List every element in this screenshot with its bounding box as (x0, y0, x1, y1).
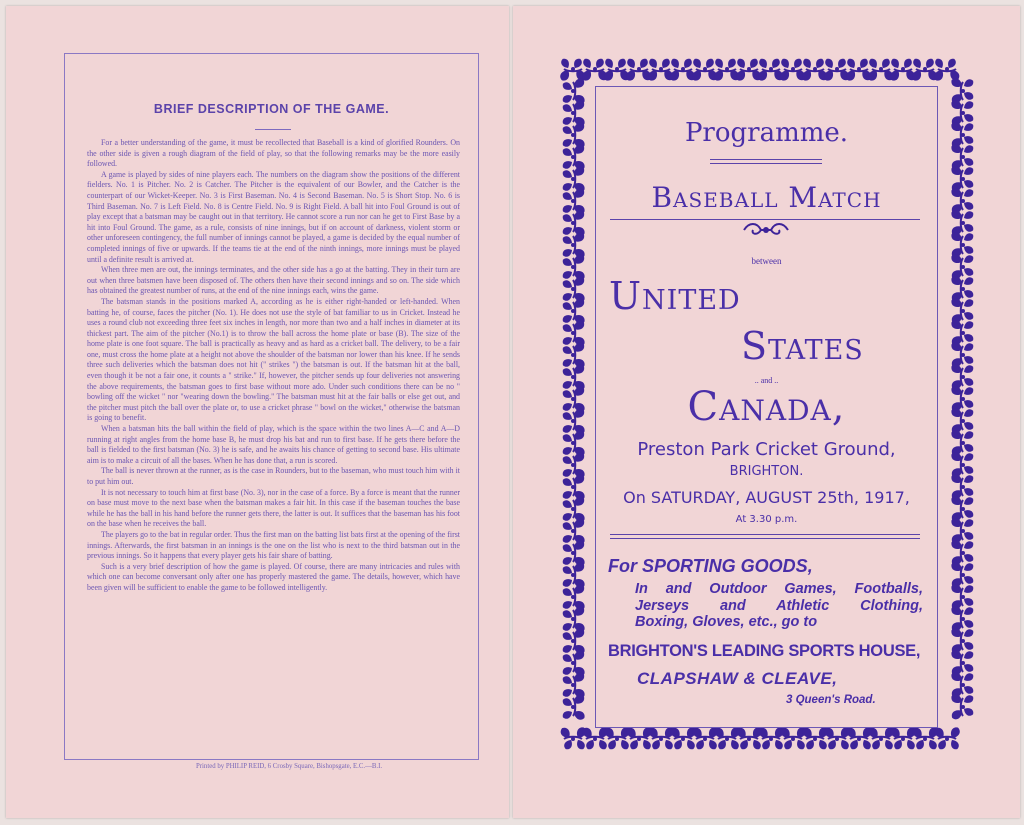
floral-sprig (561, 649, 586, 678)
floral-sprig (823, 726, 852, 751)
paragraph: When three men are out, the innings terminates, and the other side has a go at the batting. They in their turn are out when three batsmen have been disposed of. The others then have their second innings and so on. The side which has obtained the greatest number of runs, at the end of the nine innings each, wins the game. (87, 265, 460, 296)
floral-sprig (691, 726, 720, 751)
ad-body (635, 581, 923, 631)
floral-sprig (845, 726, 874, 751)
floral-sprig (561, 627, 586, 656)
floral-sprig (561, 693, 586, 722)
paragraph: The ball is never thrown at the runner, as is the case in Rounders, but to the baseman, who must touch him with it to put him out. (87, 466, 460, 486)
floral-sprig (561, 605, 586, 634)
team-united: United (609, 274, 741, 318)
ad-line: In and Outdoor Games, Footballs, (635, 581, 923, 597)
programme-heading: Programme. (684, 118, 849, 148)
floral-sprig (647, 726, 676, 751)
ad-line: Boxing, Gloves, etc., go to (635, 614, 818, 630)
rule (710, 163, 822, 164)
ad-address: 3 Queen's Road. (786, 694, 876, 706)
ad-shop-name: CLAPSHAW & CLEAVE, (637, 669, 838, 688)
description-title: BRIEF DESCRIPTION OF THE GAME. (153, 102, 390, 116)
floral-sprig (779, 726, 808, 751)
floral-sprig (867, 726, 896, 751)
floral-sprig (603, 726, 632, 751)
rule (610, 538, 920, 539)
floral-sprig (735, 726, 764, 751)
description-frame (64, 53, 479, 760)
floral-sprig (561, 539, 586, 568)
flourish-ornament (741, 222, 791, 238)
paragraph: When a batsman hits the ball within the field of play, which is the space within the two lines A—C and A—D running at right angles from the home base B, he must drop his bat and run to first base. If he gets there before the ball is fielded to the first batsman (No. 3) he is safe, and he awaits his chance of getting to second base. His ultimate aim is to make a circuit of all the bases. When he has done that, a run is scored. (87, 424, 460, 465)
printer-imprint: Printed by PHILIP REID, 6 Crosby Square, Bishopsgate, E.C.—B.I. (196, 763, 383, 770)
team-states: States (741, 324, 864, 368)
floral-sprig (625, 726, 654, 751)
floral-sprig (581, 726, 610, 751)
floral-sprig (933, 726, 962, 751)
floral-sprig (950, 692, 975, 721)
floral-sprig (889, 726, 918, 751)
ad-headline: For SPORTING GOODS, (608, 556, 813, 576)
venue: Preston Park Cricket Ground, (637, 439, 896, 460)
ad-sports-house: BRIGHTON'S LEADING SPORTS HOUSE, (608, 642, 921, 660)
floral-sprig (561, 77, 586, 106)
paragraph: Such is a very brief description of how the game is played. Of course, there are many intricacies and rules with which one can become conversant only after one has properly mastered the game. The details, however, which have been given will be sufficient to enable the game to be followed intelligently. (87, 561, 460, 592)
floral-sprig (561, 561, 586, 590)
paragraph: A game is played by sides of nine players each. The numbers on the diagram show the positions of the different fielders. No. 1 is Pitcher. No. 2 is Catcher. The Pitcher is the equivalent of our Bowler, and the Catcher is the counterpart of our Wicket-Keeper. No. 3 is First Baseman. No. 4 is Second Baseman. No. 5 is Short Stop. No. 6 is Third Baseman. No. 7 is Left Field. No. 8 is Centre Field. No. 9 is Right Field. A ball hit into Foul Ground is out of play except that a batsman may be caught out in that territory. He cannot score a run nor can he get to First Base by a hit into Foul Ground. The game, as a rule, consists of nine innings, but if on account of darkness, violent storm or other unforeseen contingency, the full number of innings cannot be played, a game is decided by the equal number of completed innings of five or upwards. If the teams tie at the end of the ninth innings, more innings must be played until a definite result is arrived at. (87, 169, 460, 264)
left-page (6, 6, 509, 818)
and-label: .. and .. (754, 376, 779, 385)
floral-sprig (561, 341, 586, 370)
floral-sprig (911, 726, 940, 751)
floral-sprig (559, 726, 588, 751)
match-time: At 3.30 p.m. (735, 514, 798, 525)
floral-sprig (669, 726, 698, 751)
rule (610, 219, 920, 220)
floral-sprig (757, 726, 786, 751)
floral-sprig (713, 726, 742, 751)
ad-line: Jerseys and Athletic Clothing, (635, 597, 923, 614)
floral-sprig (561, 319, 586, 348)
match-date: On SATURDAY, AUGUST 25th, 1917, (623, 488, 910, 507)
floral-sprig (801, 726, 830, 751)
between-label: between (751, 256, 782, 266)
floral-sprig (561, 275, 586, 304)
paragraph: The batsman stands in the positions marked A, according as he is either right-handed or left-handed. When batting he, of course, faces the pitcher (No. 1). He does not use the style of bat familiar to us in Cricket. Instead he uses a round club not exceeding three feet six inches in length, nor more than two and a half inches in diameter at its thickest part. The aim of the pitcher (No.1) is to throw the ball across the home plate or base (B). The size of the home plate is one foot square. The ball is practically as heavy and as hard as a cricket ball. The delivery, to be a fair one, must cross the home plate at a height not above the shoulder of the batsman nor lower than his knee. If he sends three such deliveries which the batsman does not hit (" strikes ") the batsman is out. If the batsman hit at the ball, even though it be not a fair one, it counts a " strike." If, however, the pitcher sends up four deliveries not answering the above requirements, the batsman goes to first base without more ado. Under such conditions there can be no " bowling off the wicket " nor "wearing down the bowling." The batsman must hit at the fair balls or else get out, and the pitcher must pitch the ball over the plate or, to use a cricket phrase " bowl on the wicket," otherwise the batsman is going to benefit. (87, 296, 460, 423)
floral-sprig (561, 583, 586, 612)
rule (610, 534, 920, 535)
floral-sprig (561, 671, 586, 700)
team-canada: Canada, (687, 384, 846, 430)
title-rule (255, 129, 291, 130)
paragraph: It is not necessary to touch him at first base (No. 3), nor in the case of a force. By a force is meant that the runner on base must move to the next base when the batsman makes a fair hit. In this case if the baseman touches the base while he has the ball in his hand before the runner gets there, the latter is out. It suffices that the baseman has his foot on the base when he receives the ball. (87, 487, 460, 529)
rule (710, 159, 822, 160)
right-page (513, 6, 1020, 818)
paragraph: The players go to the bat in regular order. Thus the first man on the batting list bats first at the opening of the first innings. Afterwards, the first batsman in an innings is the one on the list who is next to the third batsman out in the previous innings. So it happens that every player gets his fair share of batting. (87, 529, 460, 561)
paragraph: For a better understanding of the game, it must be recollected that Baseball is a kind of glorified Rounders. On the other side is given a rough diagram of the field of play, so that the following remarks may be the more easily followed. (87, 138, 460, 169)
city: BRIGHTON. (729, 464, 804, 479)
floral-sprig (561, 297, 586, 326)
match-heading: Baseball Match (651, 181, 882, 214)
description-text (87, 138, 460, 594)
